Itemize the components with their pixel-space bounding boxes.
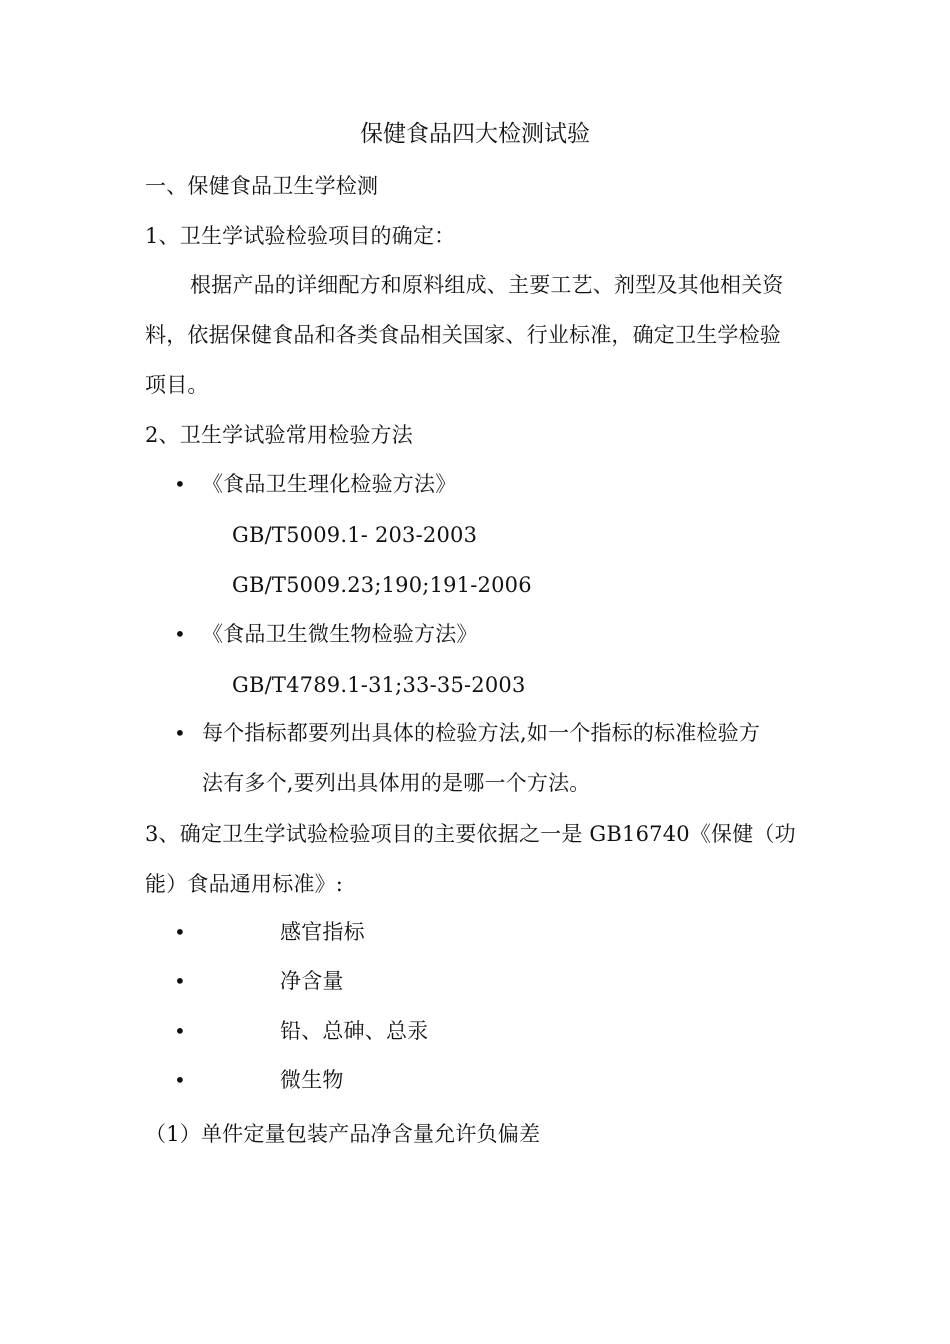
- micro-method-title: 《食品卫生微生物检验方法》: [202, 622, 478, 646]
- bullet-icon: •: [174, 721, 186, 745]
- subitem1-heading: （1）单件定量包装产品净含量允许负偏差: [145, 1122, 541, 1146]
- item1-paragraph-line1: 根据产品的详细配方和原料组成、主要工艺、剂型及其他相关资: [190, 273, 784, 297]
- indicator-item: 净含量: [280, 969, 344, 993]
- item1-paragraph-line2: 料，依据保健食品和各类食品相关国家、行业标准，确定卫生学检验: [145, 323, 781, 347]
- micro-standard-1: GB/T4789.1-31;33-35-2003: [232, 673, 526, 697]
- bullet-icon: •: [174, 472, 186, 496]
- indicator-item: 铅、总砷、总汞: [280, 1019, 429, 1043]
- bullet-icon: •: [174, 1068, 186, 1092]
- indicator-item: 微生物: [280, 1068, 344, 1092]
- item1-heading: 1、卫生学试验检验项目的确定：: [145, 224, 456, 248]
- item3-line2: 能）食品通用标准》:: [145, 872, 344, 896]
- item1-paragraph-line3: 项目。: [145, 373, 209, 397]
- bullet-icon: •: [174, 920, 186, 944]
- document-title: 保健食品四大检测试验: [360, 121, 590, 147]
- bullet-icon: •: [174, 969, 186, 993]
- method-note-line2: 法有多个,要列出具体用的是哪一个方法。: [202, 771, 591, 795]
- section-heading-hygiene: 一、保健食品卫生学检测: [145, 174, 379, 198]
- physchem-standard-1: GB/T5009.1- 203-2003: [232, 523, 478, 547]
- physchem-standard-2: GB/T5009.23;190;191-2006: [232, 573, 532, 597]
- bullet-icon: •: [174, 622, 186, 646]
- bullet-icon: •: [174, 1019, 186, 1043]
- item3-line1: 3、确定卫生学试验检验项目的主要依据之一是 GB16740《保健（功: [145, 822, 796, 846]
- physchem-method-title: 《食品卫生理化检验方法》: [202, 472, 457, 496]
- item2-heading: 2、卫生学试验常用检验方法: [145, 423, 413, 447]
- indicator-item: 感官指标: [280, 920, 365, 944]
- method-note-line1: 每个指标都要列出具体的检验方法,如一个指标的标准检验方: [202, 721, 761, 745]
